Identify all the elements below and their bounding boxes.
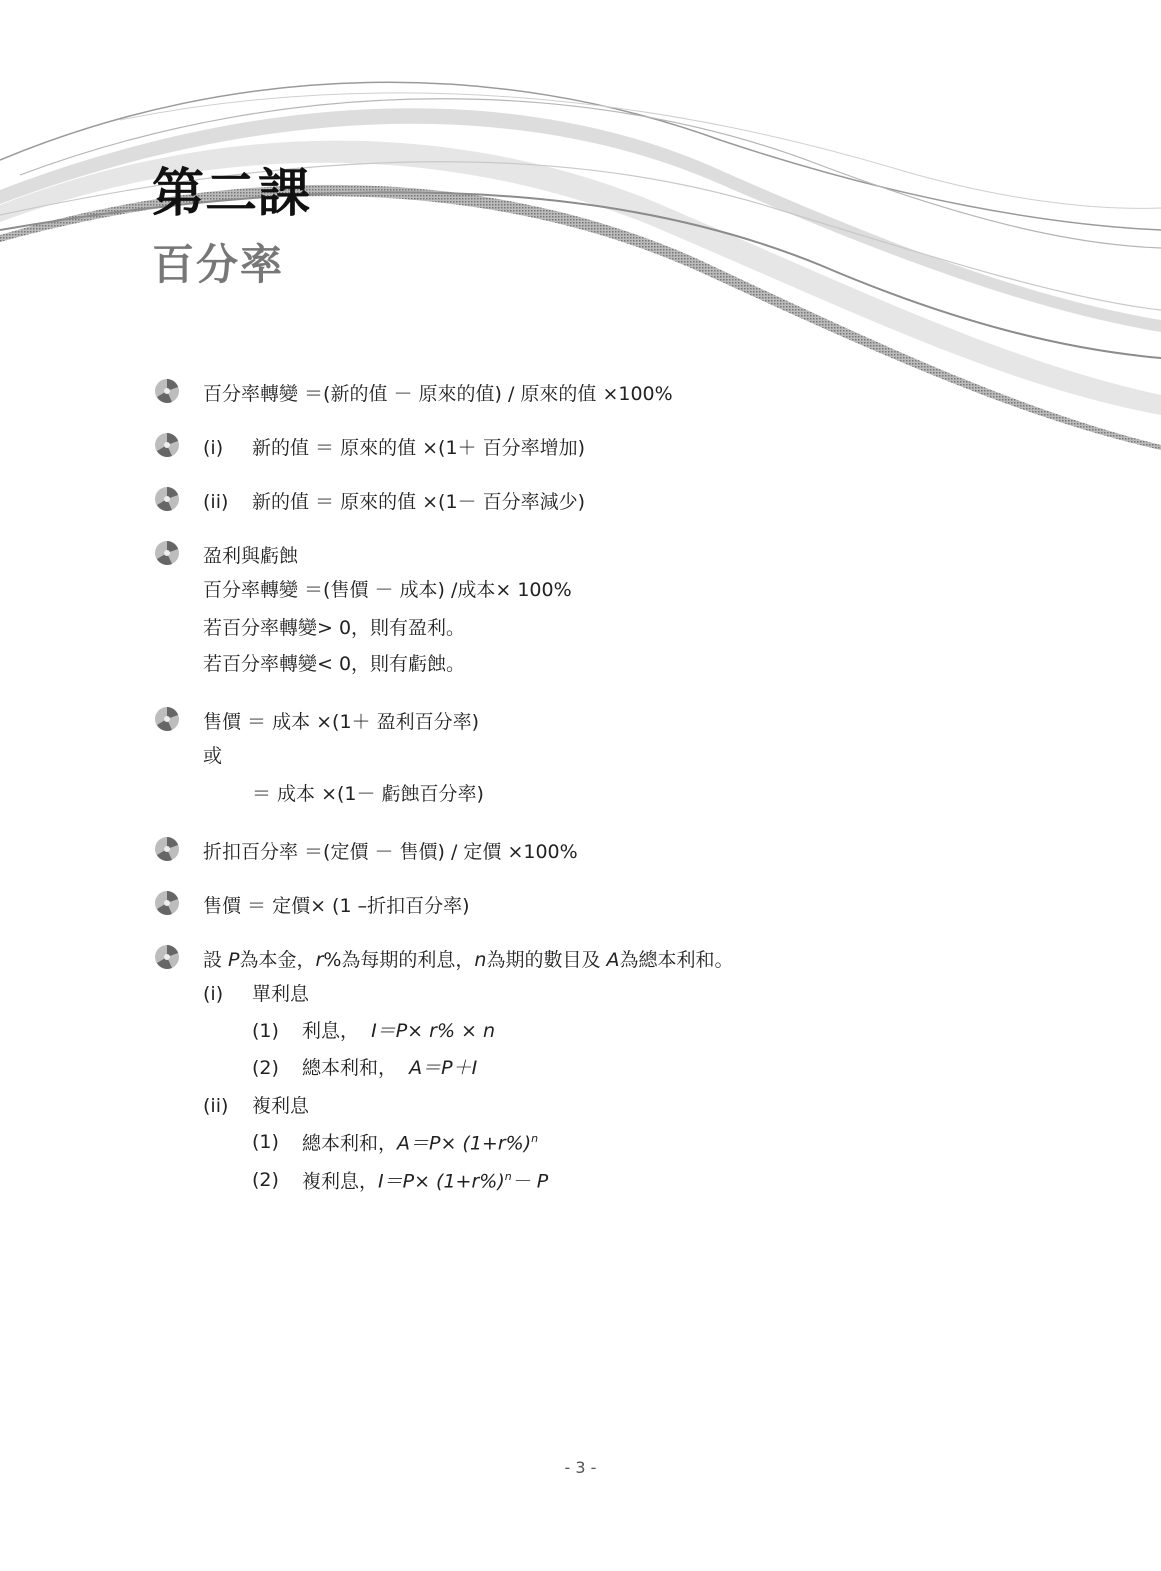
bullet-icon — [154, 486, 180, 512]
bullet-icon — [154, 378, 180, 404]
bullet-icon — [154, 540, 180, 566]
lesson-topic: 百分率 — [152, 240, 285, 289]
bullet-icon — [154, 944, 180, 970]
item-tag: (ii) — [203, 491, 229, 513]
formula-percentage-change: 百分率轉變 ＝(新的值 － 原來的值) / 原來的值 ×100% — [203, 383, 673, 405]
item-tag: (1) — [252, 1131, 279, 1153]
item-tag: (i) — [203, 983, 224, 1005]
formula-new-value-decrease: 新的值 ＝ 原來的值 ×(1－ 百分率減少) — [252, 491, 585, 513]
bullet-icon — [154, 836, 180, 862]
bullet-icon — [154, 890, 180, 916]
text-or: 或 — [203, 745, 223, 767]
bullet-icon — [154, 432, 180, 458]
definition-interest-variables: 設 P為本金，r%為每期的利息，n為期的數目及 A為總本利和。 — [203, 949, 734, 971]
note-loss: 若百分率轉變< 0，則有虧蝕。 — [203, 653, 466, 675]
item-tag: (i) — [203, 437, 224, 459]
page-number: - 3 - — [564, 1458, 597, 1477]
item-tag: (1) — [252, 1020, 279, 1042]
item-tag: (2) — [252, 1169, 279, 1191]
formula-profit-percentage: 百分率轉變 ＝(售價 － 成本) /成本× 100% — [203, 579, 572, 601]
lesson-title: 第二課 — [152, 164, 312, 224]
formula-selling-price-loss: ＝ 成本 ×(1－ 虧蝕百分率) — [252, 783, 484, 805]
heading-compound-interest: 複利息 — [252, 1095, 310, 1117]
formula-simple-interest: 利息， I＝P× r% × n — [302, 1020, 496, 1042]
formula-simple-amount: 總本利和， A＝P＋I — [302, 1057, 478, 1079]
item-tag: (ii) — [203, 1095, 229, 1117]
formula-discount-percentage: 折扣百分率 ＝(定價 － 售價) / 定價 ×100% — [203, 841, 578, 863]
section-heading-profit-loss: 盈利與虧蝕 — [203, 545, 299, 567]
formula-new-value-increase: 新的值 ＝ 原來的值 ×(1＋ 百分率增加) — [252, 437, 585, 459]
note-profit: 若百分率轉變> 0，則有盈利。 — [203, 617, 466, 639]
bullet-icon — [154, 706, 180, 732]
formula-compound-interest: 複利息，$I=P\times (1+r\%)^n- P$ — [302, 1170, 549, 1193]
item-tag: (2) — [252, 1057, 279, 1079]
formula-selling-price-profit: 售價 ＝ 成本 ×(1＋ 盈利百分率) — [203, 711, 479, 733]
formula-compound-amount: 總本利和，$A=P\times (1+r\%)^n$ — [302, 1132, 539, 1155]
formula-selling-price-discount: 售價 ＝ 定價× (1 –折扣百分率) — [203, 895, 470, 917]
heading-simple-interest: 單利息 — [252, 983, 310, 1005]
